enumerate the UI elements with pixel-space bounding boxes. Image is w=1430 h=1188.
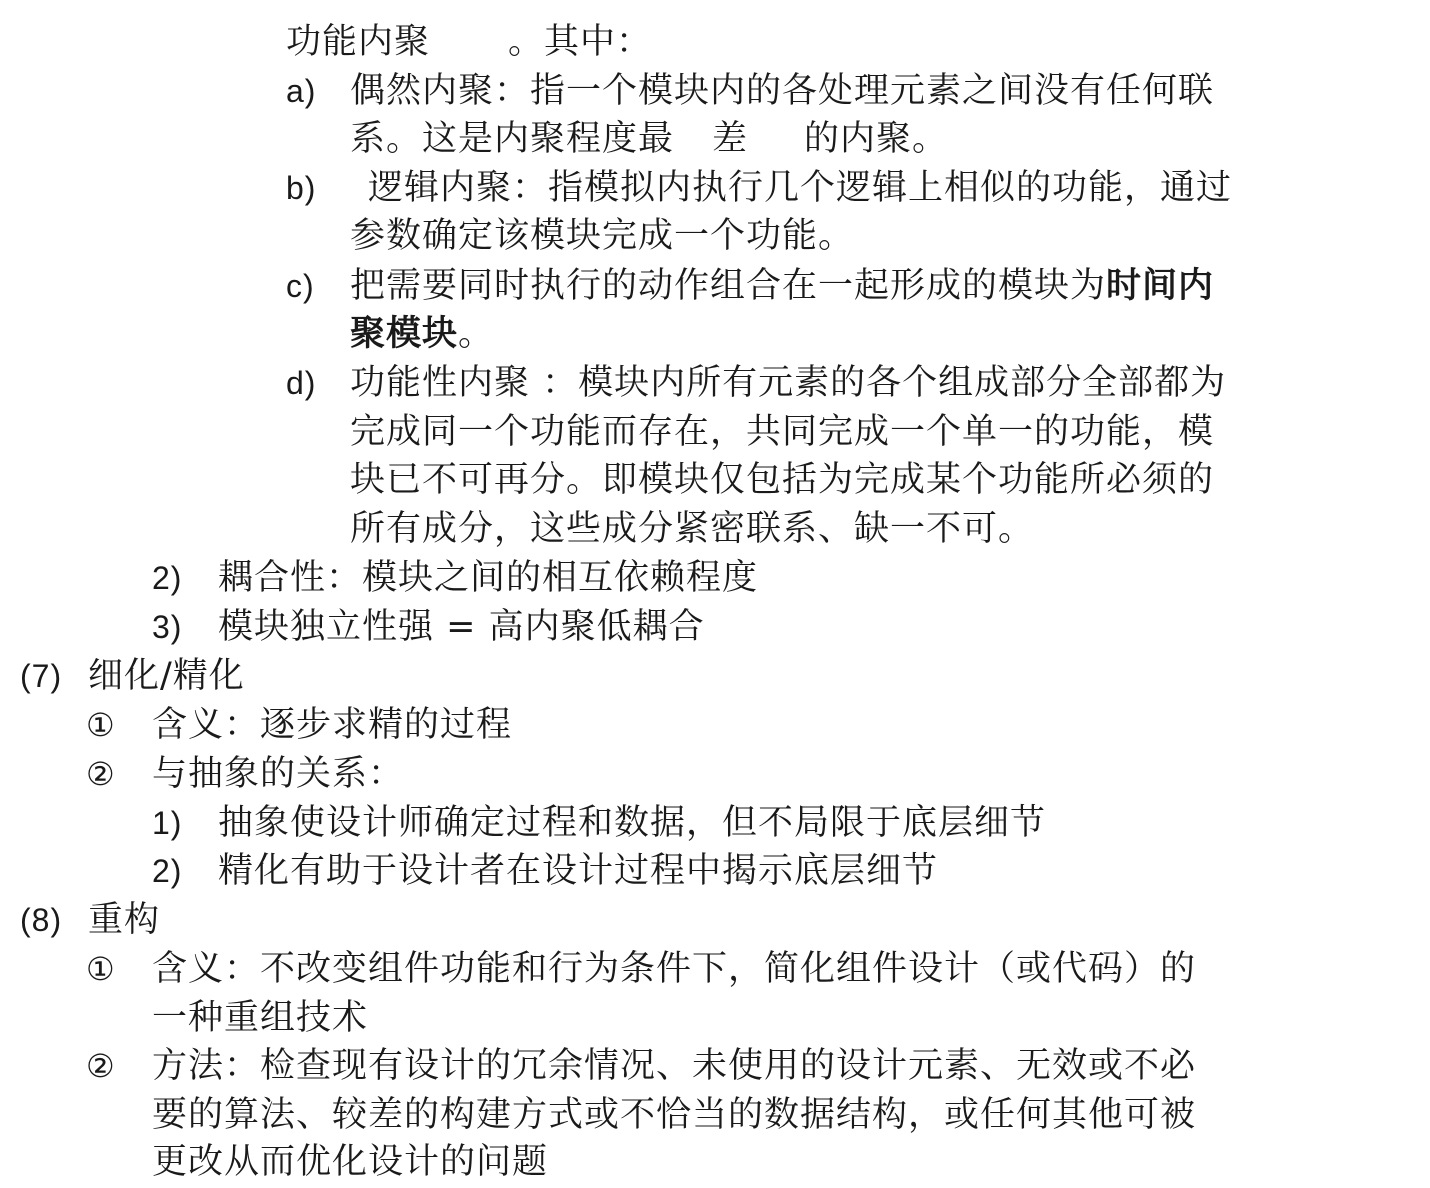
list-item xyxy=(152,847,938,895)
section-marker: (7) xyxy=(20,658,63,694)
list-item-text: 的内聚。 xyxy=(804,119,949,159)
intro-line xyxy=(286,18,652,66)
list-item xyxy=(86,750,404,798)
list-marker: c) xyxy=(286,268,315,304)
list-marker: 1) xyxy=(152,805,183,841)
list-item xyxy=(286,359,1226,407)
list-item xyxy=(152,554,758,602)
list-marker: d) xyxy=(286,365,317,401)
list-item xyxy=(286,262,1214,310)
list-item-text: 要的算法、较差的构建方式或不恰当的数据结构，或任何其他可被 xyxy=(152,1095,1197,1135)
list-item-text: 功能性内聚 ：模块内所有元素的各个组成部分全部都为 xyxy=(350,363,1227,403)
list-item-text: 更改从而优化设计的问题 xyxy=(152,1142,549,1182)
list-marker: b) xyxy=(286,170,317,206)
list-marker: 2) xyxy=(152,560,183,596)
list-item-continuation xyxy=(350,115,948,163)
section-heading xyxy=(20,652,245,700)
list-marker: 3) xyxy=(152,609,183,645)
list-item xyxy=(286,67,1214,115)
list-item-text: 含义：不改变组件功能和行为条件下，简化组件设计（或代码）的 xyxy=(152,949,1197,989)
list-item-text: 方法：检查现有设计的冗余情况、未使用的设计元素、无效或不必 xyxy=(152,1046,1197,1086)
list-marker: ② xyxy=(86,755,116,793)
list-item-continuation xyxy=(152,994,368,1042)
list-item-continuation xyxy=(350,212,854,260)
list-item-text: 块已不可再分。即模块仅包括为完成某个功能所必须的 xyxy=(350,460,1215,500)
list-item-text: 完成同一个功能而存在，共同完成一个单一的功能，模 xyxy=(350,412,1215,452)
list-item-text: 偶然内聚：指一个模块内的各处理元素之间没有任何联 xyxy=(350,71,1215,111)
list-marker: 2) xyxy=(152,853,183,889)
list-item xyxy=(286,164,1232,212)
list-item-text-bold: 聚模块 xyxy=(350,314,459,354)
list-item-text-normal: 把需要同时执行的动作组合在一起形成的模块为 xyxy=(350,266,1107,306)
list-marker: a) xyxy=(286,73,317,109)
section-title: 重构 xyxy=(88,900,161,940)
section-marker: (8) xyxy=(20,902,63,938)
list-item-continuation xyxy=(350,456,1214,504)
section-heading xyxy=(20,896,160,944)
list-item-continuation xyxy=(152,1138,548,1186)
list-item-text-bold: 时间内 xyxy=(1106,266,1215,306)
list-marker: ② xyxy=(86,1047,116,1085)
list-item-text: 差 xyxy=(712,119,749,159)
list-item xyxy=(86,701,512,749)
list-item-continuation xyxy=(152,1091,1196,1139)
list-marker: ① xyxy=(86,950,116,988)
list-item-text: 抽象使设计师确定过程和数据，但不局限于底层细节 xyxy=(218,803,1047,843)
list-item-text: 含义：逐步求精的过程 xyxy=(152,705,513,745)
list-item xyxy=(86,1042,1196,1090)
list-item-text: 一种重组技术 xyxy=(152,998,369,1038)
list-item-text: 参数确定该模块完成一个功能。 xyxy=(350,216,855,256)
list-item-text: 模块独立性强 = 高内聚低耦合 xyxy=(218,607,705,647)
list-item-text: 精化有助于设计者在设计过程中揭示底层细节 xyxy=(218,851,939,891)
list-item-text-normal: 。 xyxy=(458,314,495,354)
intro-text-b: 。其中： xyxy=(508,22,653,62)
list-item-text: 所有成分，这些成分紧密联系、缺一不可。 xyxy=(350,509,1035,549)
list-item-continuation xyxy=(350,310,494,358)
list-marker: ① xyxy=(86,706,116,744)
intro-text-a: 功能内聚 xyxy=(286,22,431,62)
section-title: 细化/精化 xyxy=(88,656,245,696)
list-item xyxy=(152,799,1046,847)
list-item xyxy=(152,603,705,651)
list-item-text: 系。这是内聚程度最 xyxy=(350,119,675,159)
list-item-text: 与抽象的关系： xyxy=(152,754,405,794)
list-item-text: 耦合性：模块之间的相互依赖程度 xyxy=(218,558,759,598)
list-item-continuation xyxy=(350,408,1214,456)
list-item-continuation xyxy=(350,505,1034,553)
list-item-text xyxy=(350,262,1214,310)
list-item-text: 逻辑内聚：指模拟内执行几个逻辑上相似的功能，通过 xyxy=(368,168,1233,208)
list-item xyxy=(86,945,1196,993)
